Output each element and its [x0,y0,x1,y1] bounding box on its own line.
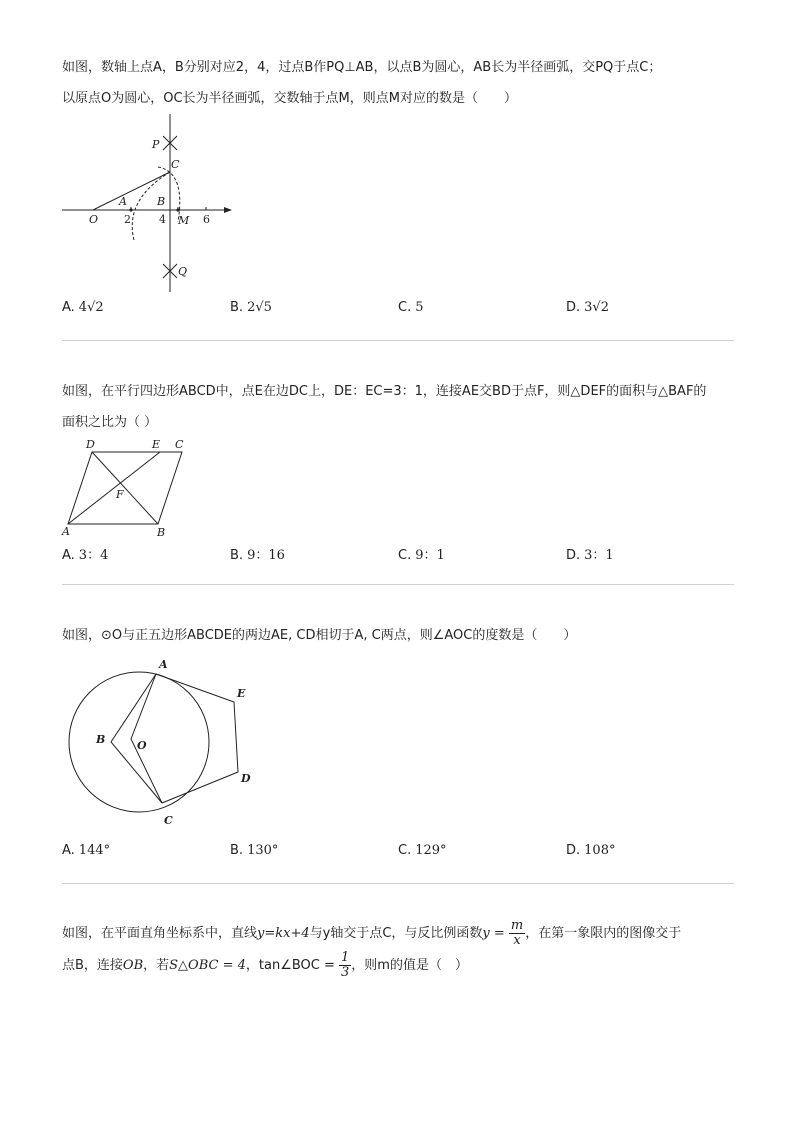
label-B: B [157,195,166,208]
divider [62,340,734,341]
q2-option-d[interactable]: D. 3：1 [566,548,614,563]
q3-option-a[interactable]: A. 144° [62,843,111,858]
label-O: O [89,213,99,226]
tick-4: 4 [159,213,166,226]
question-2-options [62,544,742,564]
question-1-options [62,300,742,320]
question-1-line-2: 以原点O为圆心，OC长为半径画弧，交数轴于点M，则点M对应的数是（ ） [62,91,517,106]
label-M: M [178,214,190,227]
question-2-line-1: 如图，在平行四边形ABCD中，点E在边DC上，DE：EC=3：1，连接AE交BD于点F，则△DEF的面积与△BAF的 [62,384,707,399]
label-A: A [119,195,127,208]
question-2-figure [60,436,190,541]
label-A: A [62,525,70,538]
label-B: B [157,526,166,539]
q1-option-b[interactable]: B. 2√5 [230,300,272,315]
question-3-figure [60,652,260,830]
label-E: E [152,438,161,451]
label-D: D [86,438,95,451]
q1-option-d[interactable]: D. 3√2 [566,300,609,315]
line-equation: y=kx+4 [257,926,310,941]
q2-option-c[interactable]: C. 9：1 [398,548,445,563]
fraction-m-over-x: $\frac{m}{x}$ [510,918,524,948]
label-C: C [171,158,180,171]
question-3-text [62,620,734,651]
q2-option-a[interactable]: A. 3：4 [62,548,109,563]
q3-option-d[interactable]: D. 108° [566,843,616,858]
question-1-figure [60,112,240,297]
q3-option-b[interactable]: B. 130° [230,843,279,858]
tick-6: 6 [203,213,210,226]
label-C: C [164,814,173,827]
question-4-text [62,918,734,982]
question-3-options [62,843,742,863]
area-expression: S△OBC = 4 [169,958,246,973]
question-2-line-2: 面积之比为（ ） [62,415,158,430]
fraction-one-third: $\frac{1}{3}$ [341,950,350,980]
q3-option-c[interactable]: C. 129° [398,843,447,858]
divider [62,584,734,585]
label-E: E [237,687,246,700]
question-4-line-1: 如图，在平面直角坐标系中，直线y=kx+4与y轴交于点C，与反比例函数y = $\frac{m}{x}$ ，在第一象限内的图像交于 [62,918,682,948]
question-2-text [62,376,734,438]
question-1-text [62,52,734,114]
question-1-line-1: 如图，数轴上点A，B分别对应2，4，过点B作PQ⊥AB，以点B为圆心，AB长为半径画弧，交PQ于点C； [62,60,662,75]
question-4-line-2: 点B，连接OB，若S△OBC = 4，tan∠BOC = $\frac{1}{3}$ ，则m的值是（ ） [62,950,468,980]
divider [62,883,734,884]
label-O: O [137,739,147,752]
q1-option-c[interactable]: C. 5 [398,300,424,315]
q1-option-a[interactable]: A. 4√2 [62,300,104,315]
label-F: F [116,488,124,501]
label-B: B [96,733,106,746]
label-D: D [241,772,251,785]
label-P: P [152,138,160,151]
label-Q: Q [178,265,188,278]
tick-2: 2 [124,213,131,226]
q2-option-b[interactable]: B. 9：16 [230,548,285,563]
label-C: C [175,438,184,451]
question-3-line-1: 如图，⊙O与正五边形ABCDE的两边AE, CD相切于A, C两点，则∠AOC的度数是（ ） [62,628,577,643]
label-A: A [159,658,168,671]
